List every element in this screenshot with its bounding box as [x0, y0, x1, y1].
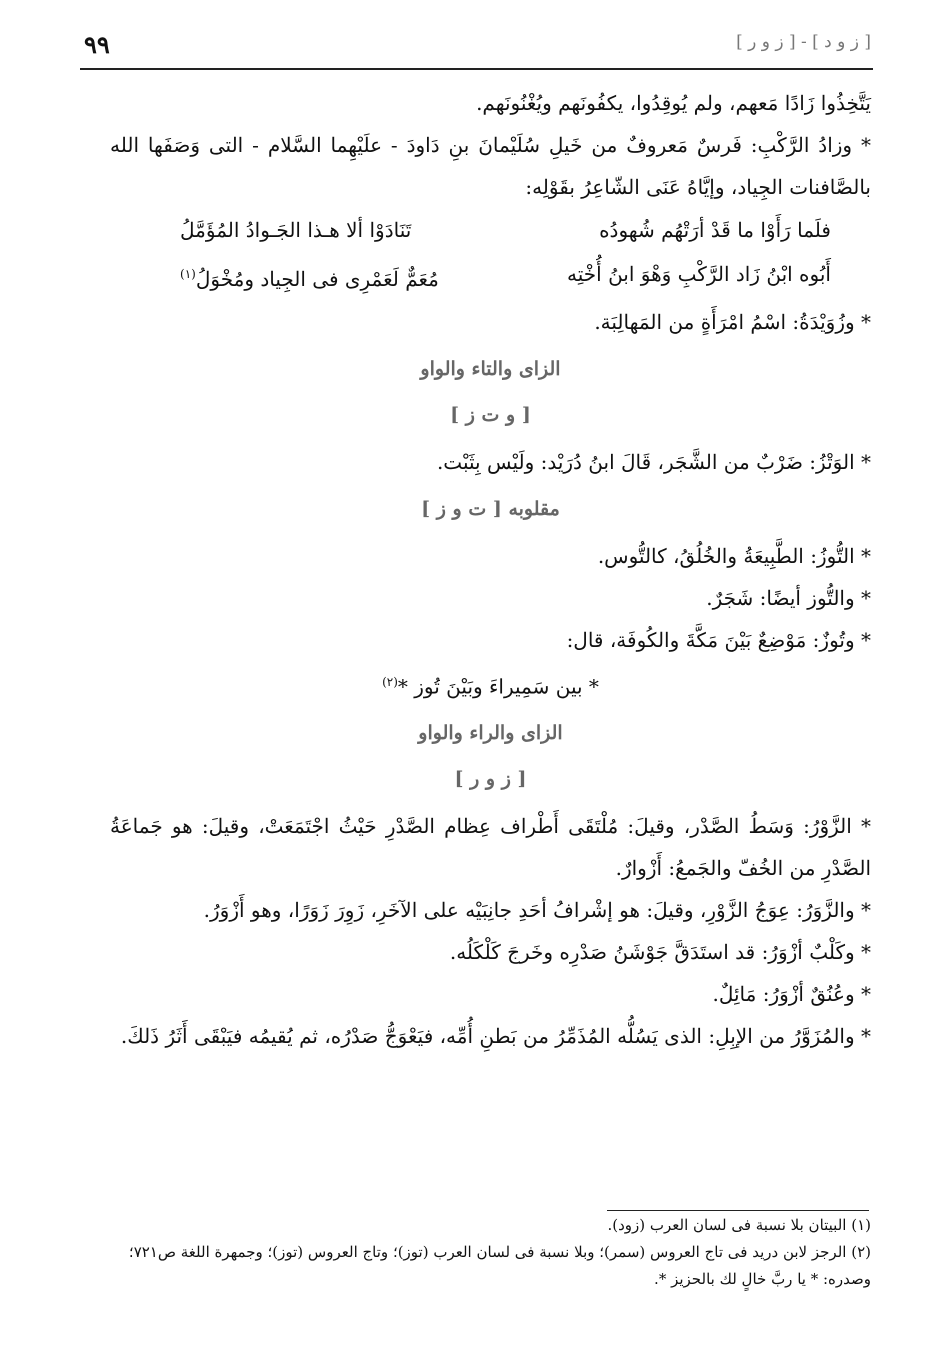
entry-muzawwar: * والمُزَوَّرُ من الإبِلِ: الذى يَسُلُّه المُذَمِّرُ من بَطنِ أُمِّه، فيَعْوَجُّ صَدْرُه، ثم يُقيمُه فيَبْقَى أَثَرُ ذَلكَ.: [120, 1024, 871, 1049]
section-heading-zay-ta-waw: الزاى والتاء والواو: [420, 357, 561, 380]
footnote-rule: [607, 1210, 869, 1211]
footnote-2: (٢) الرجز لابن دريد فى تاج العروس (سمر)؛ وبلا نسبة فى لسان العرب (توز)؛ وتاج العروس (توز)؛ وجمهرة اللغة ص٧٢١؛ وصدره: * يا ربَّ خالٍ لك بالحزيز *.: [128, 1243, 871, 1288]
rajaz-line: [110, 661, 871, 708]
entry-tuz-place: * وتُوزٌ: مَوْضِعٌ بَيْنَ مَكَّةَ والكُوفَة، قال:: [566, 627, 871, 652]
entry-unuq-azwar: * وعُنُقٌ أزْوَرُ: مَائِلٌ.: [712, 982, 871, 1007]
entry-tuz-nature: * التُّوزُ: الطَّبِيعَةُ والخُلُقُ، كالتُّوس.: [597, 543, 871, 568]
entry-zawr: * الزَّوْرُ: وَسَطُ الصَّدْر، وقيلَ: مُلْتَقَى أَطْراف عِظام الصَّدْرِ حَيْثُ اجْتَمَعَتْ، وقيلَ: هو جَماعَةُ الصَّدْرِ من الخُفّ والجَمعُ: أَزْوارٌ.: [110, 814, 871, 881]
page-number: ٩٩: [84, 30, 110, 59]
entry-kalb-azwar: * وكَلْبٌ أزْوَرُ: قد استَدَقَّ جَوْشَنُ صَدْرِه وخَرجَ كَلْكَلُه.: [449, 940, 871, 965]
entry-tuz-tree: * والتُّوز أيضًا: شَجَرٌ.: [706, 585, 871, 610]
entry-continuation: يَتَّخِذُوا زَادًا مَعهم، ولم يُوقِدُوا، يكفُونَهم ويُغْنُونَهم.: [476, 91, 871, 115]
root-heading-zwr: [ ز و ر ]: [454, 768, 527, 791]
entry-zuwayda: * وزُوَيْدَةُ: اسْمُ امْرَأَةٍ من المَهالِبَة.: [594, 309, 871, 334]
footnote-marker-2: (٢): [382, 674, 398, 689]
poem-verse-1: [110, 208, 871, 252]
verse-2-second-hemistich: [180, 252, 439, 301]
verse-1-second-hemistich: تَنَادَوْا ألا هـذا الجَـوادُ المُؤَمَّلُ: [180, 218, 412, 242]
header-rule: [80, 68, 873, 70]
verse-2-first-hemistich: أَبُوه ابْنُ زَاد الرَّكْبِ وَهْوَ ابنُ أُخْتِه: [567, 262, 831, 286]
page-body: [110, 82, 871, 1057]
poem-verse-2: [110, 252, 871, 301]
entry-zad-alrakb: * وزادُ الرَّكْبِ: فَرسٌ مَعروفٌ من خَيلِ سُلَيْمانَ بنِ دَاودَ - علَيْهِما السَّلام - التى وَصَفَها الله بالصَّافنات الجِياد، وإيَّاهُ عَنَى الشّاعِرُ بقَوْلِه:: [110, 133, 871, 199]
running-header: [ ز و د ] - [ ز و ر ]: [736, 32, 871, 52]
verse-2-second-text: مُعَمٌّ لَعَمْرِى فى الجِياد ومُخْوَلُ: [195, 266, 439, 291]
footnote-marker-1: (١): [180, 267, 196, 281]
footnotes: [110, 1212, 871, 1293]
root-heading-wtz: [ و ت ز ]: [450, 403, 531, 426]
entry-watz: * الوَتْزُ: ضَرْبٌ من الشَّجَر، قَالَ ابنُ دُرَيْد: ولَيْس بِثَبْت.: [436, 449, 871, 474]
footnote-1: (١) البيتان بلا نسبة فى لسان العرب (زود).: [607, 1216, 871, 1234]
entry-zawar: * والزَّوَرُ: عِوَجُ الزَّوْرِ، وقيلَ: هو إشْرافُ أحَدِ جانِبَيْه على الآخَرِ، زَوِرَ زَوَرًا، وهو أَزْوَرُ.: [203, 898, 871, 923]
verse-1-first-hemistich: فلَما رَأَوْا ما قَدْ أرَتْهُم شُهودُه: [599, 218, 831, 242]
root-heading-inverted-twz: مقلوبه [ ت و ز ]: [421, 497, 560, 520]
section-heading-zay-ra-waw: الزاى والراء والواو: [418, 722, 563, 745]
rajaz-text: * بين سَمِيراءَ وبَيْنَ تُوز *: [397, 674, 599, 699]
